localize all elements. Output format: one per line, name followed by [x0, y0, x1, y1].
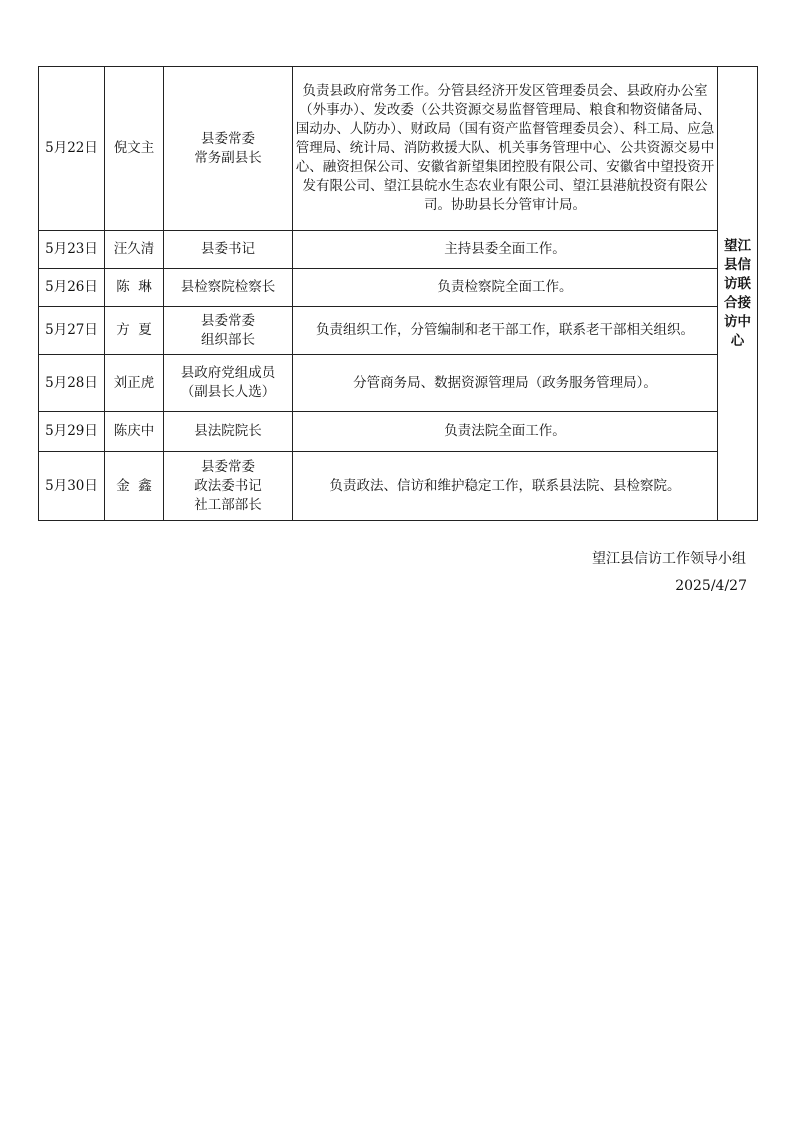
name-cell: 倪文主 — [105, 67, 164, 231]
table-row — [39, 269, 758, 307]
duty-cell: 主持县委全面工作。 — [293, 231, 718, 269]
issuing-organization: 望江县信访工作领导小组 — [592, 551, 746, 567]
position-line: 县委书记 — [201, 241, 255, 257]
position-line: 县委常委 — [201, 312, 255, 329]
table-row — [39, 307, 758, 355]
date-cell: 5月22日 — [39, 67, 105, 231]
position-line: 社工部部长 — [194, 496, 262, 513]
date-cell: 5月29日 — [39, 412, 105, 452]
position-cell — [164, 67, 293, 231]
position-line: 县法院院长 — [194, 423, 262, 439]
position-line: 常务副县长 — [194, 149, 262, 166]
name-cell: 汪久清 — [105, 231, 164, 269]
date-cell: 5月23日 — [39, 231, 105, 269]
date-cell: 5月28日 — [39, 355, 105, 412]
position-cell — [164, 355, 293, 412]
position-cell — [164, 307, 293, 355]
date-cell: 5月30日 — [39, 452, 105, 521]
duty-cell: 负责检察院全面工作。 — [293, 269, 718, 307]
table-row — [39, 231, 758, 269]
position-line: 县政府党组成员 — [180, 365, 276, 381]
duty-cell: 负责组织工作，分管编制和老干部工作，联系老干部相关组织。 — [293, 307, 718, 355]
name-cell: 陈庆中 — [105, 412, 164, 452]
position-cell — [164, 412, 293, 452]
name-cell: 陈 琳 — [105, 269, 164, 307]
duty-cell: 分管商务局、数据资源管理局（政务服务管理局）。 — [293, 355, 718, 412]
date-cell: 5月27日 — [39, 307, 105, 355]
table-row — [39, 452, 758, 521]
reception-place-label: 望江县信访联合接访中心 — [724, 237, 751, 349]
position-line: 组织部长 — [201, 331, 255, 348]
reception-place-cell — [718, 67, 758, 521]
position-line: 县委常委 — [201, 458, 255, 475]
date-cell: 5月26日 — [39, 269, 105, 307]
table-row — [39, 355, 758, 412]
name-cell: 金 鑫 — [105, 452, 164, 521]
name-cell: 方 夏 — [105, 307, 164, 355]
position-cell — [164, 231, 293, 269]
position-cell — [164, 452, 293, 521]
duty-cell: 负责县政府常务工作。分管县经济开发区管理委员会、县政府办公室（外事办）、发改委（公共资源交易监督管理局、粮食和物资储备局、国动办、人防办）、财政局（国有资产监督管理委员会）、科工局、应急管理局、统计局、消防救援大队、机关事务管理中心、公共资源交易中心、融资担保公司、安徽省新望集团控股有限公司、安徽省中望投资开发有限公司、望江县皖水生态农业有限公司、望江县港航投资有限公司。协助县长分管审计局。 — [293, 67, 718, 231]
duty-cell: 负责法院全面工作。 — [293, 412, 718, 452]
position-line: 县委常委 — [201, 130, 255, 147]
position-line: 县检察院检察长 — [180, 279, 276, 295]
table-row — [39, 67, 758, 231]
position-cell — [164, 269, 293, 307]
issue-date: 2025/4/27 — [675, 578, 747, 594]
reception-schedule-table — [38, 66, 758, 521]
table-row — [39, 412, 758, 452]
name-cell: 刘正虎 — [105, 355, 164, 412]
duty-cell: 负责政法、信访和维护稳定工作，联系县法院、县检察院。 — [293, 452, 718, 521]
position-line: 政法委书记 — [194, 477, 262, 494]
position-line: （副县长人选） — [180, 384, 276, 400]
